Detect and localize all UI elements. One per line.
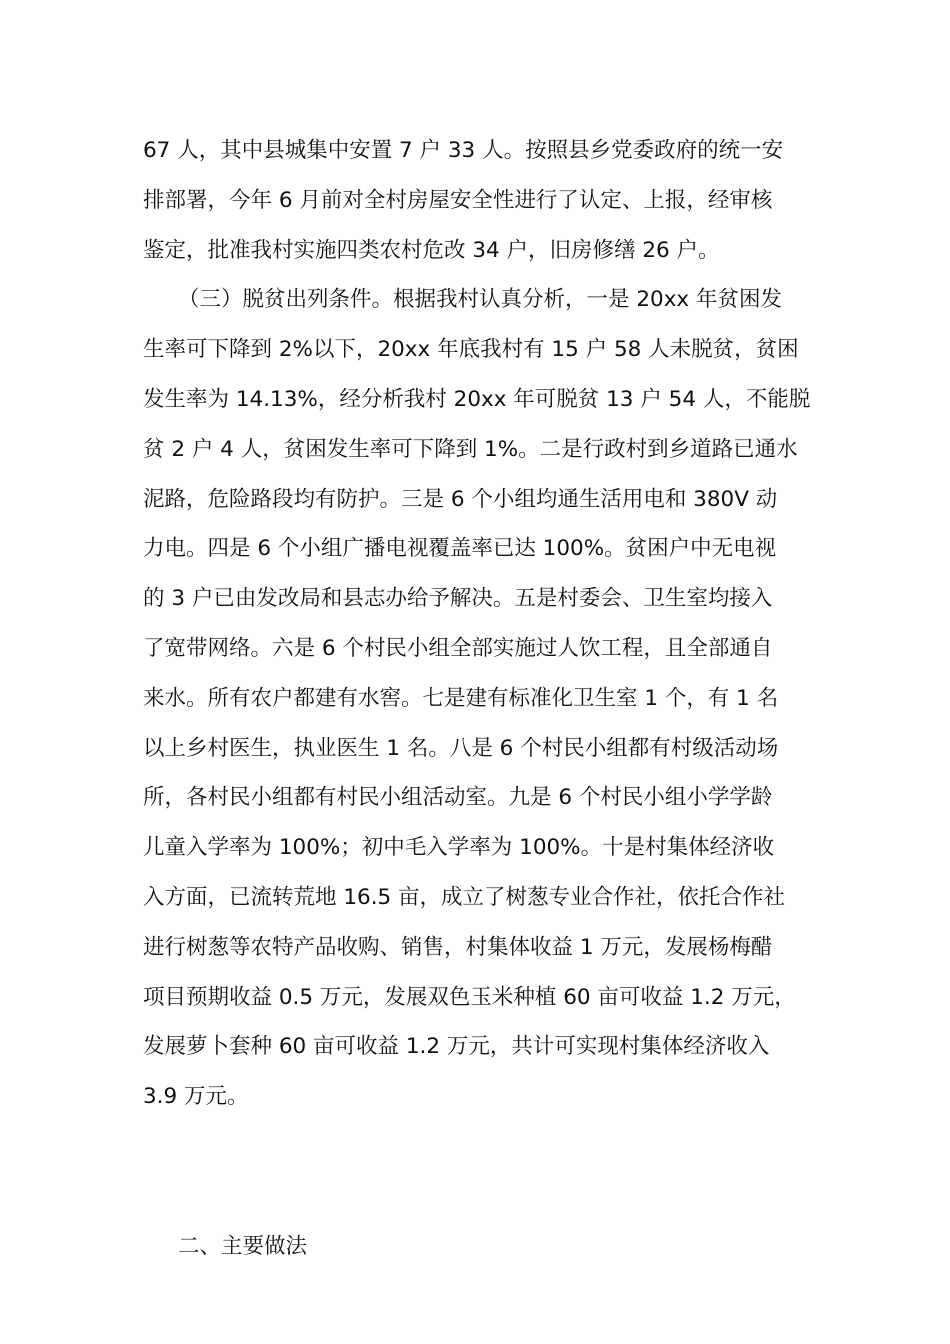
text-line: （三）脱贫出列条件。根据我村认真分析，一是 20xx 年贫困发: [178, 287, 782, 313]
text-line: 入方面，已流转荒地 16.5 亩，成立了树葱专业合作社，依托合作社: [143, 884, 786, 910]
text-line: 力电。四是 6 个小组广播电视覆盖率已达 100%。贫困户中无电视: [143, 536, 777, 562]
text-line: 儿童入学率为 100%；初中毛入学率为 100%。十是村集体经济收: [143, 835, 775, 861]
text-line: 发展萝卜套种 60 亩可收益 1.2 万元，共计可实现村集体经济收入: [143, 1034, 770, 1060]
text-line: 3.9 万元。: [143, 1084, 249, 1110]
text-line: 贫 2 户 4 人，贫困发生率可下降到 1%。二是行政村到乡道路已通水: [143, 436, 798, 462]
section-heading: [143, 1222, 813, 1272]
text-line: 的 3 户已由发改局和县志办给予解决。五是村委会、卫生室均接入: [143, 586, 773, 612]
text-line: 生率可下降到 2%以下，20xx 年底我村有 15 户 58 人未脱贫，贫困: [143, 337, 799, 363]
text-line: [143, 1172, 813, 1222]
paragraph: [143, 126, 813, 275]
text-line: 排部署，今年 6 月前对全村房屋安全性进行了认定、上报，经审核: [143, 187, 773, 213]
text-line: 鉴定，批准我村实施四类农村危改 34 户，旧房修缮 26 户。: [143, 237, 720, 263]
text-line: 了宽带网络。六是 6 个村民小组全部实施过人饮工程，且全部通自: [143, 635, 773, 661]
text-line: 来水。所有农户都建有水窖。七是建有标准化卫生室 1 个，有 1 名: [143, 685, 779, 711]
text-line: [143, 1122, 813, 1172]
document-body: [143, 126, 813, 1271]
text-line: 项目预期收益 0.5 万元，发展双色玉米种植 60 亩可收益 1.2 万元，: [143, 984, 796, 1010]
text-line: 发生率为 14.13%，经分析我村 20xx 年可脱贫 13 户 54 人，不能脱: [143, 386, 811, 412]
text-line: 所，各村民小组都有村民小组活动室。九是 6 个村民小组小学学龄: [143, 785, 773, 811]
paragraph-section-3: [143, 275, 813, 1221]
text-line: 67 人，其中县城集中安置 7 户 33 人。按照县乡党委政府的统一安: [143, 138, 784, 163]
text-line: 进行树葱等农特产品收购、销售，村集体收益 1 万元，发展杨梅醋: [143, 934, 773, 960]
text-line: 以上乡村医生，执业医生 1 名。八是 6 个村民小组都有村级活动场: [143, 735, 779, 761]
heading-main-practices: 二、主要做法: [178, 1233, 308, 1259]
text-line: 泥路，危险路段均有防护。三是 6 个小组均通生活用电和 380V 动: [143, 486, 778, 512]
